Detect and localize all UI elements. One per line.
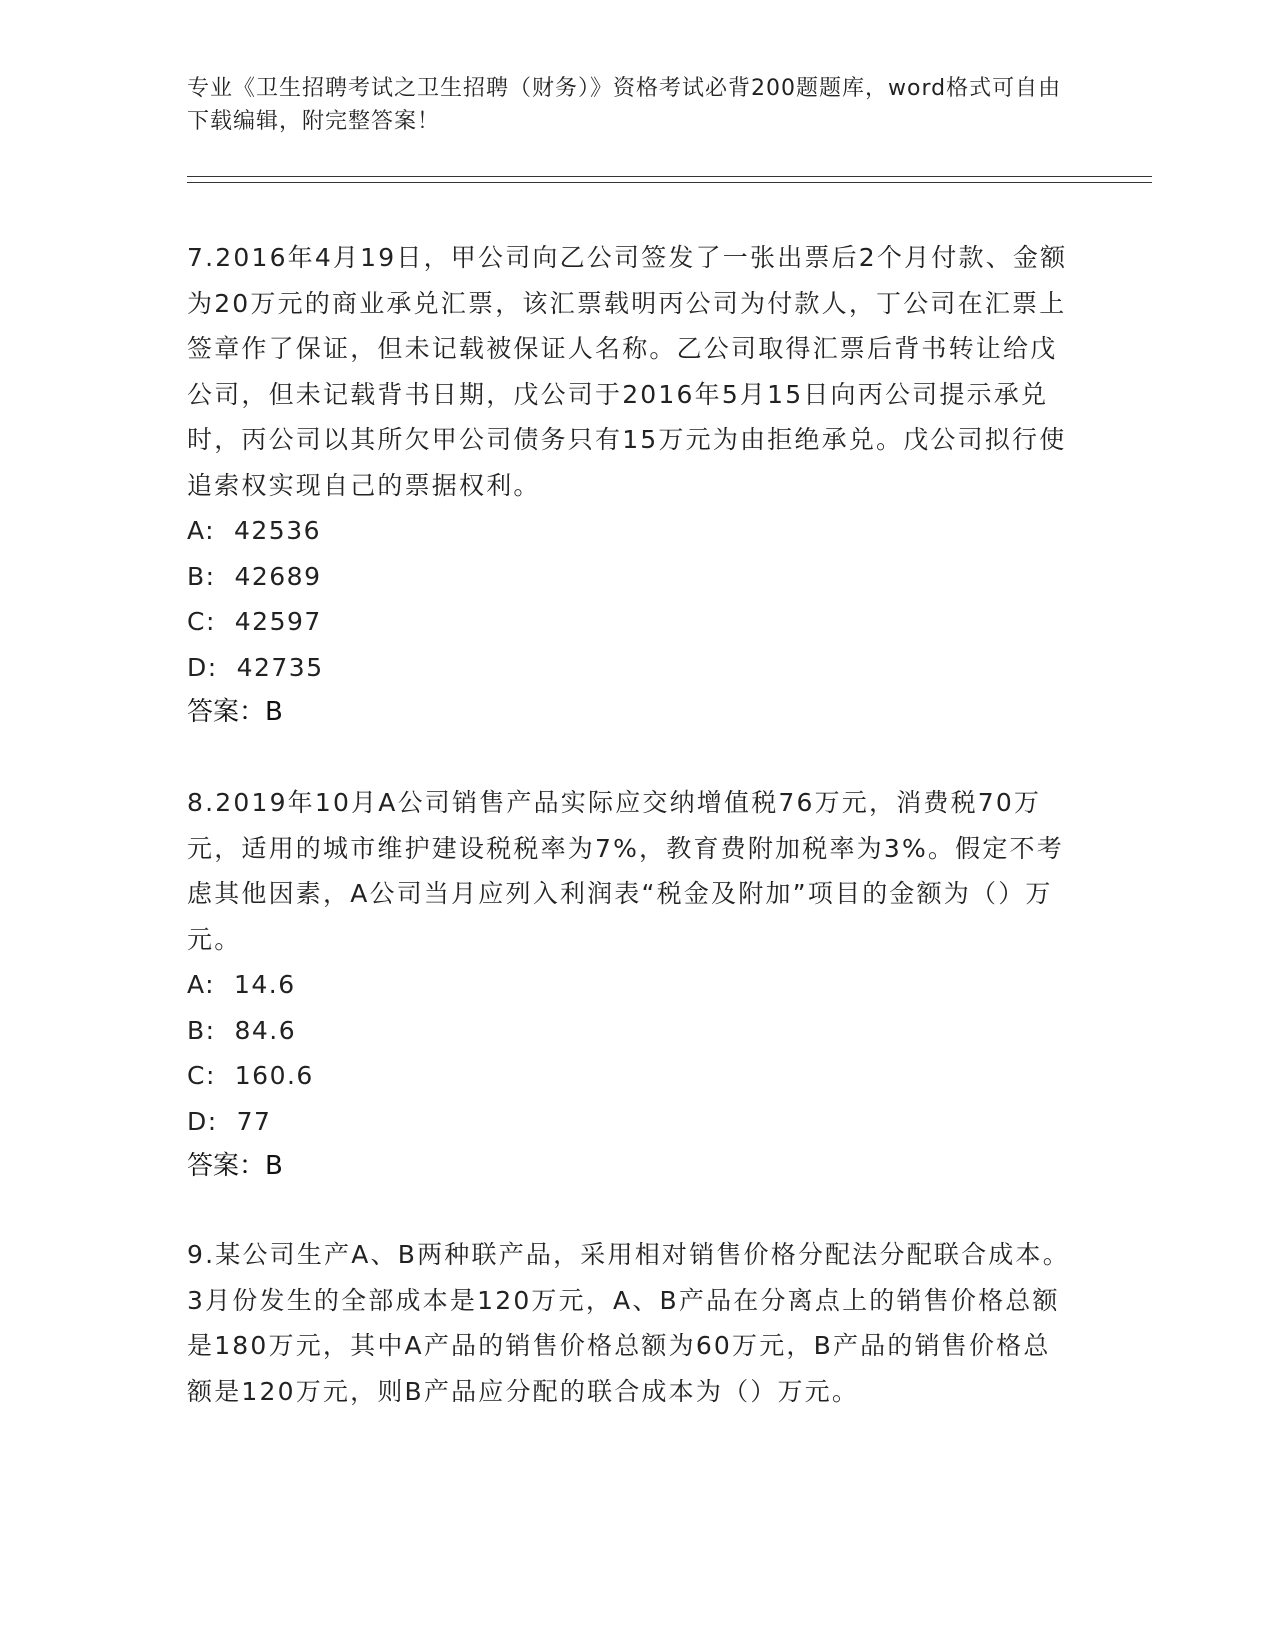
question-text: 9.某公司生产A、B两种联产品，采用相对销售价格分配法分配联合成本。3月份发生的全部成本是120万元，A、B产品在分离点上的销售价格总额是180万元，其中A产品的销售价格总额为60万元，B产品的销售价格总额是120万元，则B产品应分配的联合成本为（）万元。	[187, 1240, 1070, 1406]
document-header: 专业《卫生招聘考试之卫生招聘（财务）》资格考试必背200题题库，word格式可自由下载编辑，附完整答案！	[187, 76, 1062, 134]
question-text: 8.2019年10月A公司销售产品实际应交纳增值税76万元，消费税70万元，适用的城市维护建设税税率为7%，教育费附加税率为3%。假定不考虑其他因素，A公司当月应列入利润表“税金及附加”项目的金额为（）万元。	[187, 788, 1064, 954]
question-9	[187, 1232, 1077, 1414]
option-b: B: 84.6	[187, 1015, 297, 1045]
question-text: 7.2016年4月19日，甲公司向乙公司签发了一张出票后2个月付款、金额为20万元的商业承兑汇票，该汇票载明丙公司为付款人，丁公司在汇票上签章作了保证，但未记载被保证人名称。乙公司取得汇票后背书转让给戊公司，但未记载背书日期，戊公司于2016年5月15日向丙公司提示承兑时，丙公司以其所欠甲公司债务只有15万元为由拒绝承兑。戊公司拟行使追索权实现自己的票据权利。	[187, 243, 1068, 500]
answer-line: 答案：B	[187, 697, 283, 727]
option-d: D: 42735	[187, 652, 324, 682]
option-c: C: 160.6	[187, 1061, 314, 1090]
answer-line: 答案：B	[187, 1151, 283, 1181]
option-c: C: 42597	[187, 607, 322, 636]
header-rule-bottom	[187, 182, 1152, 183]
header-rule-top	[187, 176, 1152, 177]
option-b: B: 42689	[187, 561, 322, 591]
option-a: A: 42536	[187, 516, 322, 545]
question-8	[187, 780, 1077, 1190]
option-d: D: 77	[187, 1106, 272, 1136]
option-a: A: 14.6	[187, 970, 296, 999]
question-7	[187, 235, 1077, 736]
